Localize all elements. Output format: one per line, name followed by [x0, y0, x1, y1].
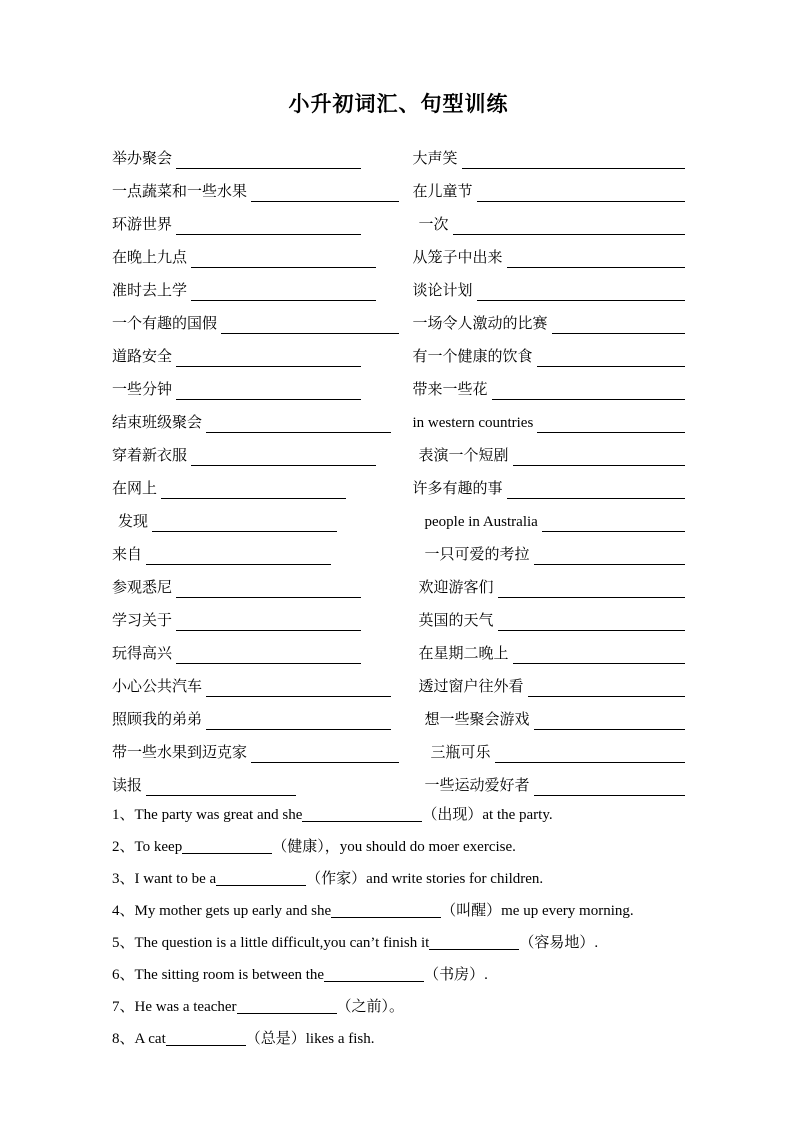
answer-blank[interactable]	[324, 967, 424, 982]
vocab-prompt: 准时去上学	[112, 283, 188, 299]
answer-blank[interactable]	[176, 583, 361, 598]
vocab-cell-left	[112, 334, 399, 367]
answer-blank[interactable]	[166, 1031, 246, 1046]
sentence-number: 2、	[112, 839, 135, 855]
vocab-prompt: 一只可爱的考拉	[424, 547, 530, 563]
vocab-prompt: 玩得高兴	[112, 646, 173, 662]
answer-blank[interactable]	[146, 781, 296, 796]
vocab-prompt: 一点蔬菜和一些水果	[112, 184, 248, 200]
sentence-text-before: A cat	[134, 1031, 166, 1047]
table-row	[112, 367, 685, 400]
vocab-cell-left	[112, 565, 399, 598]
table-row	[112, 499, 685, 532]
answer-blank[interactable]	[495, 748, 685, 763]
answer-blank[interactable]	[507, 253, 685, 268]
sentence-item	[112, 934, 685, 953]
vocab-cell-right	[399, 169, 686, 202]
table-row	[112, 400, 685, 433]
sentence-item	[112, 998, 685, 1017]
answer-blank[interactable]	[161, 484, 346, 499]
vocab-cell-right	[399, 334, 686, 367]
sentence-number: 7、	[112, 999, 135, 1015]
answer-blank[interactable]	[302, 807, 422, 822]
vocab-prompt: 一些分钟	[112, 382, 173, 398]
answer-blank[interactable]	[176, 154, 361, 169]
vocab-prompt: 许多有趣的事	[412, 481, 503, 497]
table-row	[112, 301, 685, 334]
sentence-text-after: （容易地）.	[519, 935, 599, 951]
vocab-prompt: 带一些水果到迈克家	[112, 745, 248, 761]
vocab-prompt: 参观悉尼	[112, 580, 173, 596]
answer-blank[interactable]	[191, 451, 376, 466]
vocab-prompt: 一些运动爱好者	[424, 778, 530, 794]
vocab-cell-right	[399, 367, 686, 400]
table-row	[112, 565, 685, 598]
answer-blank[interactable]	[537, 418, 685, 433]
answer-blank[interactable]	[498, 583, 685, 598]
vocab-prompt: 来自	[112, 547, 143, 563]
vocab-cell-right	[399, 235, 686, 268]
vocab-prompt: 欢迎游客们	[418, 580, 494, 596]
table-row	[112, 697, 685, 730]
vocab-cell-left	[112, 367, 399, 400]
answer-blank[interactable]	[507, 484, 685, 499]
table-row	[112, 466, 685, 499]
answer-blank[interactable]	[216, 871, 306, 886]
sentence-text-before: The question is a little difficult,you can’t finish it	[134, 935, 430, 951]
answer-blank[interactable]	[542, 517, 685, 532]
answer-blank[interactable]	[191, 253, 376, 268]
vocab-prompt: 小心公共汽车	[112, 679, 203, 695]
vocab-prompt: 在儿童节	[412, 184, 473, 200]
answer-blank[interactable]	[176, 649, 361, 664]
table-row	[112, 598, 685, 631]
sentence-item	[112, 902, 685, 921]
sentence-number: 8、	[112, 1031, 135, 1047]
answer-blank[interactable]	[182, 839, 272, 854]
vocab-cell-left	[112, 466, 399, 499]
vocabulary-table	[112, 136, 685, 796]
table-row	[112, 235, 685, 268]
vocab-cell-left	[112, 598, 399, 631]
answer-blank[interactable]	[206, 715, 391, 730]
vocab-cell-right	[399, 433, 686, 466]
vocab-prompt: 从笼子中出来	[412, 250, 503, 266]
sentence-text-before: He was a teacher	[134, 999, 237, 1015]
sentence-text-after: （叫醒）me up every morning.	[441, 903, 634, 919]
vocab-cell-right	[399, 400, 686, 433]
sentence-item	[112, 966, 685, 985]
vocab-cell-right	[399, 268, 686, 301]
answer-blank[interactable]	[453, 220, 685, 235]
sentence-number: 5、	[112, 935, 135, 951]
sentence-number: 6、	[112, 967, 135, 983]
sentence-text-after: （健康），you should do moer exercise.	[272, 839, 516, 855]
vocab-cell-left	[112, 136, 399, 169]
vocab-cell-right	[399, 301, 686, 334]
vocab-prompt: 透过窗户往外看	[418, 679, 524, 695]
vocab-prompt: 在网上	[112, 481, 158, 497]
vocab-prompt: 结束班级聚会	[112, 415, 203, 431]
answer-blank[interactable]	[146, 550, 331, 565]
sentence-number: 4、	[112, 903, 135, 919]
sentence-number: 3、	[112, 871, 135, 887]
vocab-prompt: 有一个健康的饮食	[412, 349, 533, 365]
vocab-prompt: people in Australia	[424, 514, 538, 530]
sentence-text-after: （出现）at the party.	[422, 807, 553, 823]
vocab-cell-left	[112, 763, 399, 796]
answer-blank[interactable]	[477, 187, 685, 202]
sentence-text-after: （总是）likes a fish.	[245, 1031, 375, 1047]
vocab-cell-right	[399, 565, 686, 598]
sentence-item	[112, 838, 685, 857]
vocab-cell-right	[399, 664, 686, 697]
vocab-cell-right	[399, 730, 686, 763]
vocab-cell-right	[399, 136, 686, 169]
answer-blank[interactable]	[206, 418, 391, 433]
vocab-cell-right	[399, 697, 686, 730]
answer-blank[interactable]	[513, 649, 685, 664]
answer-blank[interactable]	[251, 187, 398, 202]
table-row	[112, 433, 685, 466]
vocab-cell-left	[112, 400, 399, 433]
vocab-prompt: 举办聚会	[112, 151, 173, 167]
sentence-item	[112, 806, 685, 825]
answer-blank[interactable]	[552, 319, 685, 334]
sentence-text-after: （之前）。	[336, 999, 405, 1015]
table-row	[112, 763, 685, 796]
vocab-prompt: 在星期二晚上	[418, 646, 509, 662]
answer-blank[interactable]	[534, 550, 685, 565]
vocab-cell-right	[399, 466, 686, 499]
answer-blank[interactable]	[176, 220, 361, 235]
sentence-text-before: The party was great and she	[134, 807, 303, 823]
sentence-text-before: I want to be a	[134, 871, 217, 887]
vocab-prompt: 表演一个短剧	[418, 448, 509, 464]
vocab-prompt: 照顾我的弟弟	[112, 712, 203, 728]
answer-blank[interactable]	[251, 748, 398, 763]
sentence-item	[112, 1030, 685, 1049]
answer-blank[interactable]	[534, 781, 685, 796]
answer-blank[interactable]	[152, 517, 337, 532]
answer-blank[interactable]	[498, 616, 685, 631]
answer-blank[interactable]	[534, 715, 685, 730]
answer-blank[interactable]	[176, 385, 361, 400]
answer-blank[interactable]	[191, 286, 376, 301]
vocab-cell-right	[399, 598, 686, 631]
vocab-cell-left	[112, 235, 399, 268]
answer-blank[interactable]	[477, 286, 685, 301]
vocab-cell-left	[112, 532, 399, 565]
vocab-cell-left	[112, 664, 399, 697]
vocab-prompt: 发现	[118, 514, 149, 530]
sentence-text-after: （书房）.	[424, 967, 488, 983]
vocab-cell-right	[399, 202, 686, 235]
vocab-prompt: 一个有趣的国假	[112, 316, 218, 332]
answer-blank[interactable]	[528, 682, 685, 697]
vocab-prompt: 谈论计划	[412, 283, 473, 299]
table-row	[112, 268, 685, 301]
answer-blank[interactable]	[176, 616, 361, 631]
vocab-cell-left	[112, 499, 399, 532]
answer-blank[interactable]	[429, 935, 519, 950]
vocab-prompt: 三瓶可乐	[430, 745, 491, 761]
vocab-prompt: 带来一些花	[412, 382, 488, 398]
vocab-prompt: 英国的天气	[418, 613, 494, 629]
table-row	[112, 664, 685, 697]
vocab-cell-right	[399, 499, 686, 532]
sentence-exercises	[112, 806, 685, 1049]
vocab-cell-left	[112, 268, 399, 301]
sentence-text-before: To keep	[134, 839, 183, 855]
vocab-cell-left	[112, 730, 399, 763]
answer-blank[interactable]	[237, 999, 337, 1014]
sentence-number: 1、	[112, 807, 135, 823]
vocab-cell-left	[112, 433, 399, 466]
page-title: 小升初词汇、句型训练	[288, 92, 509, 116]
answer-blank[interactable]	[492, 385, 685, 400]
table-row	[112, 169, 685, 202]
vocab-prompt: 想一些聚会游戏	[424, 712, 530, 728]
vocab-cell-right	[399, 763, 686, 796]
vocab-cell-left	[112, 202, 399, 235]
vocab-prompt: 一场令人激动的比赛	[412, 316, 548, 332]
sentence-item	[112, 870, 685, 889]
vocab-prompt: 在晚上九点	[112, 250, 188, 266]
vocab-cell-left	[112, 301, 399, 334]
table-row	[112, 532, 685, 565]
table-row	[112, 136, 685, 169]
vocab-prompt: 大声笑	[412, 151, 458, 167]
table-row	[112, 730, 685, 763]
vocab-prompt: 环游世界	[112, 217, 173, 233]
table-row	[112, 202, 685, 235]
answer-blank[interactable]	[513, 451, 685, 466]
answer-blank[interactable]	[176, 352, 361, 367]
vocab-cell-left	[112, 169, 399, 202]
answer-blank[interactable]	[206, 682, 391, 697]
sentence-text-after: （作家）and write stories for children.	[306, 871, 544, 887]
vocab-prompt: 道路安全	[112, 349, 173, 365]
answer-blank[interactable]	[537, 352, 685, 367]
sentence-text-before: My mother gets up early and she	[134, 903, 332, 919]
vocab-prompt: 一次	[418, 217, 449, 233]
answer-blank[interactable]	[462, 154, 685, 169]
vocab-cell-right	[399, 631, 686, 664]
answer-blank[interactable]	[331, 903, 441, 918]
vocab-cell-left	[112, 697, 399, 730]
answer-blank[interactable]	[221, 319, 398, 334]
sentence-text-before: The sitting room is between the	[134, 967, 325, 983]
vocab-prompt: 学习关于	[112, 613, 173, 629]
table-row	[112, 631, 685, 664]
vocab-cell-left	[112, 631, 399, 664]
vocab-cell-right	[399, 532, 686, 565]
vocab-prompt: 读报	[112, 778, 143, 794]
vocab-prompt: 穿着新衣服	[112, 448, 188, 464]
vocab-prompt: in western countries	[412, 415, 534, 431]
table-row	[112, 334, 685, 367]
